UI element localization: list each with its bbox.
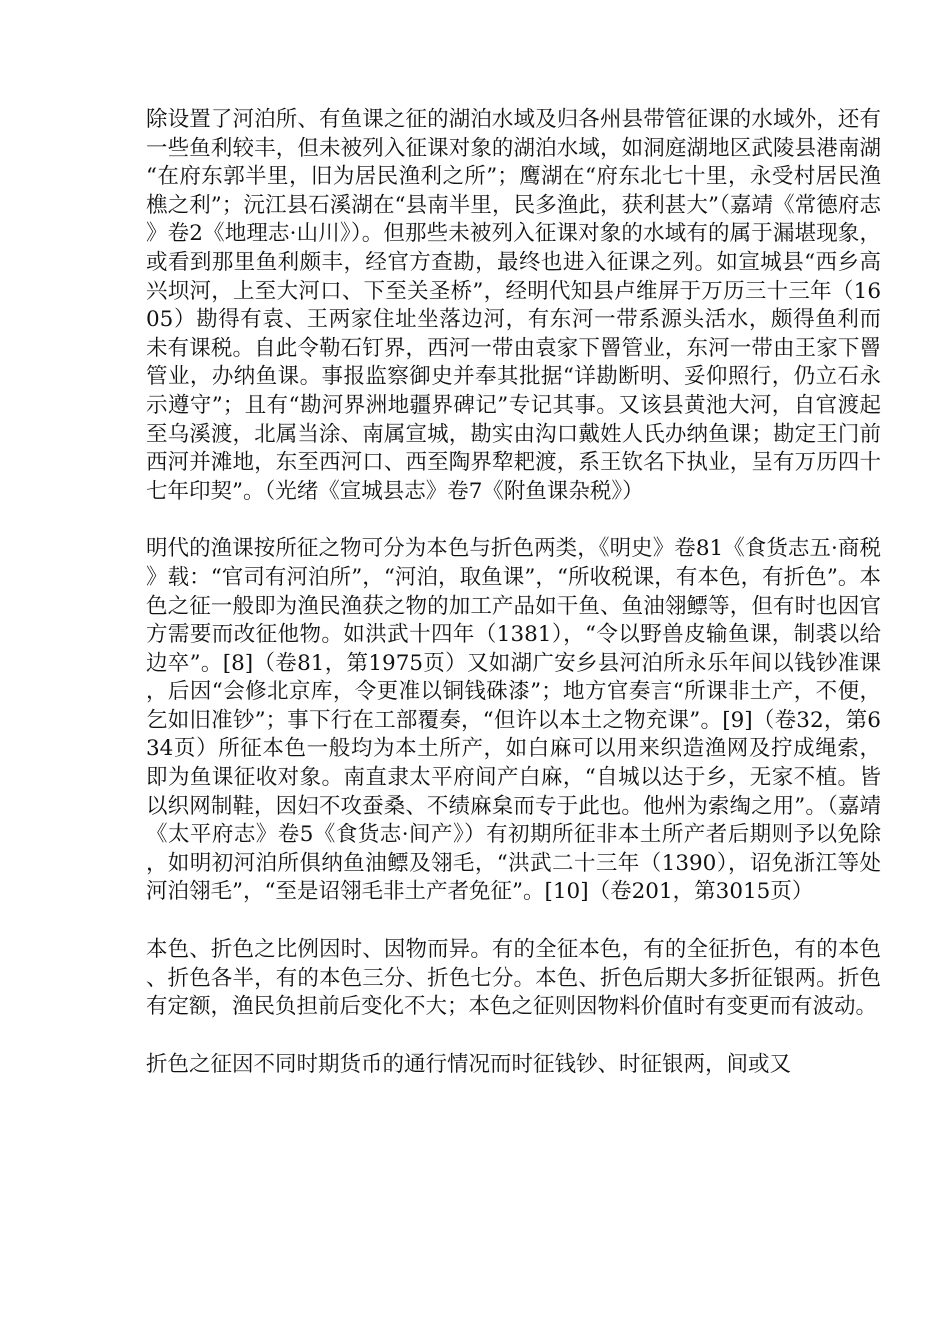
paragraph-currency: 折色之征因不同时期货币的通行情况而时征钱钞、时征银两，间或又 [146, 1051, 792, 1077]
paragraph-ratio: 本色、折色之比例因时、因物而异。有的全征本色，有的全征折色，有的本色、折色各半，有的本色三分、折色七分。本色、折色后期大多折征银两。折色有定额，渔民负担前后变化不大；本色之征则因物料价值时有变更而有波动。 [146, 937, 881, 1020]
document-page [146, 106, 881, 1108]
paragraph-benshe-zheshe: 明代的渔课按所征之物可分为本色与折色两类，《明史》卷81《食货志五·商税》载：“官司有河泊所”，“河泊，取鱼课”，“所收税课，有本色，有折色”。本色之征一般即为渔民渔获之物的加工产品如干鱼、鱼油翎鳔等，但有时也因官方需要而改征他物。如洪武十四年（1381），“令以野兽皮输鱼课，制裘以给边卒”。[8]（卷81，第1975页）又如湖广安乡县河泊所永乐年间以钱钞准课，后因“会修北京库，令更准以铜钱硃漆”；地方官奏言“所课非土产，不便，乞如旧准钞”；事下行在工部覆奏，“但许以本土之物充课”。[9]（卷32，第634页）所征本色一般均为本土所产，如白麻可以用来织造渔网及拧成绳索，即为鱼课征收对象。南直隶太平府间产白麻，“自城以达于乡，无家不植。皆以织网制鞋，因妇不攻蚕桑、不绩麻枲而专于此也。他州为索绹之用”。（嘉靖《太平府志》卷5《食货志·间产》）有初期所征非本土所产者后期则予以免除，如明初河泊所俱纳鱼油鳔及翎毛，“洪武二十三年（1390），诏免浙江等处河泊翎毛”，“至是诏翎毛非土产者免征”。[10]（卷201，第3015页） [146, 536, 881, 905]
paragraph-river-lake-taxation: 除设置了河泊所、有鱼课之征的湖泊水域及归各州县带管征课的水域外，还有一些鱼利较丰，但未被列入征课对象的湖泊水域，如洞庭湖地区武陵县港南湖“在府东郭半里，旧为居民渔利之所”；鹰湖在“府东北七十里，永受村居民渔樵之利”；沅江县石溪湖在“县南半里，民多渔此，获利甚大”（嘉靖《常德府志》卷2《地理志·山川》）。但那些未被列入征课对象的水域有的属于漏堪现象，或看到那里鱼利颇丰，经官方查勘，最终也进入征课之列。如宣城县“西乡高兴坝河，上至大河口、下至关圣桥”，经明代知县卢维屏于万历三十三年（1605）勘得有袁、王两家住址坐落边河，有东河一带系源头活水，颇得鱼利而未有课税。自此令勒石钉界，西河一带由袁家下罾管业，东河一带由王家下罾管业，办纳鱼课。事报监察御史并奉其批据“详勘断明、妥仰照行，仍立石永示遵守”；且有“勘河界洲地疆界碑记”专记其事。又该县黄池大河，自官渡起至乌溪渡，北属当涂、南属宣城，勘实由沟口戴姓人氏办纳鱼课；勘定王门前西河并滩地，东至西河口、西至陶界犂耙渡，系王钦名下执业，呈有万历四十七年印契”。（光绪《宣城县志》卷7《附鱼课杂税》） [146, 107, 881, 504]
